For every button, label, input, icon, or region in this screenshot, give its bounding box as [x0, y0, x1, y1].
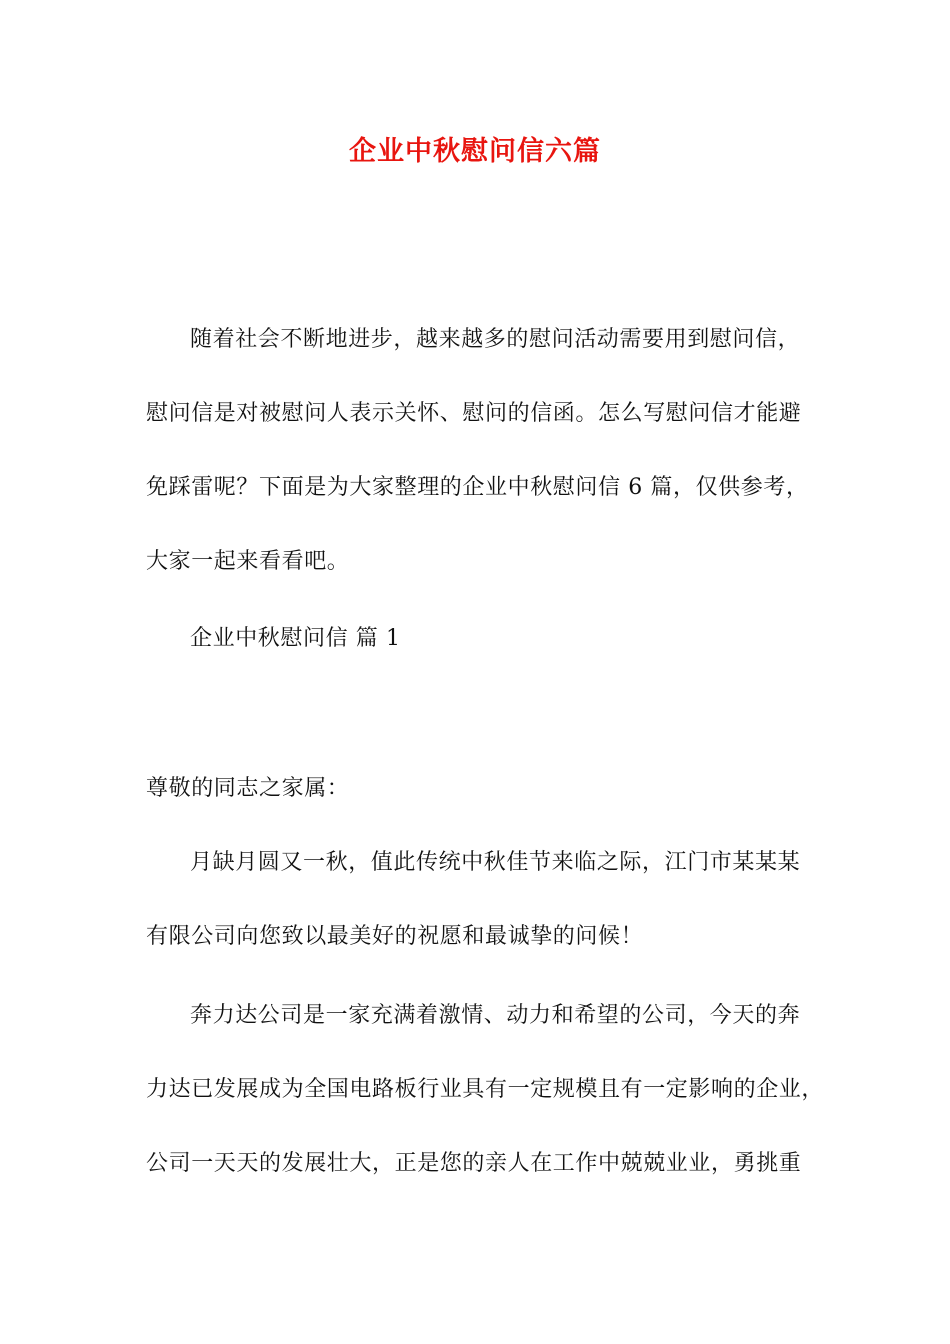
paragraph-line: 大家一起来看看吧。 — [146, 549, 350, 574]
paragraph-line: 慰问信是对被慰问人表示关怀、慰问的信函。怎么写慰问信才能避 — [146, 401, 802, 426]
paragraph-line: 有限公司向您致以最美好的祝愿和最诚挚的问候！ — [146, 924, 644, 949]
section-heading: 企业中秋慰问信 篇 1 — [190, 626, 401, 651]
paragraph-line: 随着社会不断地进步，越来越多的慰问活动需要用到慰问信， — [190, 327, 801, 352]
paragraph-line: 公司一天天的发展壮大，正是您的亲人在工作中兢兢业业，勇挑重 — [146, 1151, 802, 1176]
document-title: 企业中秋慰问信六篇 — [349, 136, 601, 167]
paragraph-line: 月缺月圆又一秋，值此传统中秋佳节来临之际，江门市某某某 — [190, 850, 801, 875]
paragraph-line: 奔力达公司是一家充满着激情、动力和希望的公司，今天的奔 — [190, 1003, 801, 1028]
paragraph-line: 力达已发展成为全国电路板行业具有一定规模且有一定影响的企业， — [146, 1077, 825, 1102]
salutation: 尊敬的同志之家属： — [146, 776, 350, 801]
paragraph-line: 免踩雷呢？下面是为大家整理的企业中秋慰问信 6 篇，仅供参考， — [146, 475, 809, 500]
